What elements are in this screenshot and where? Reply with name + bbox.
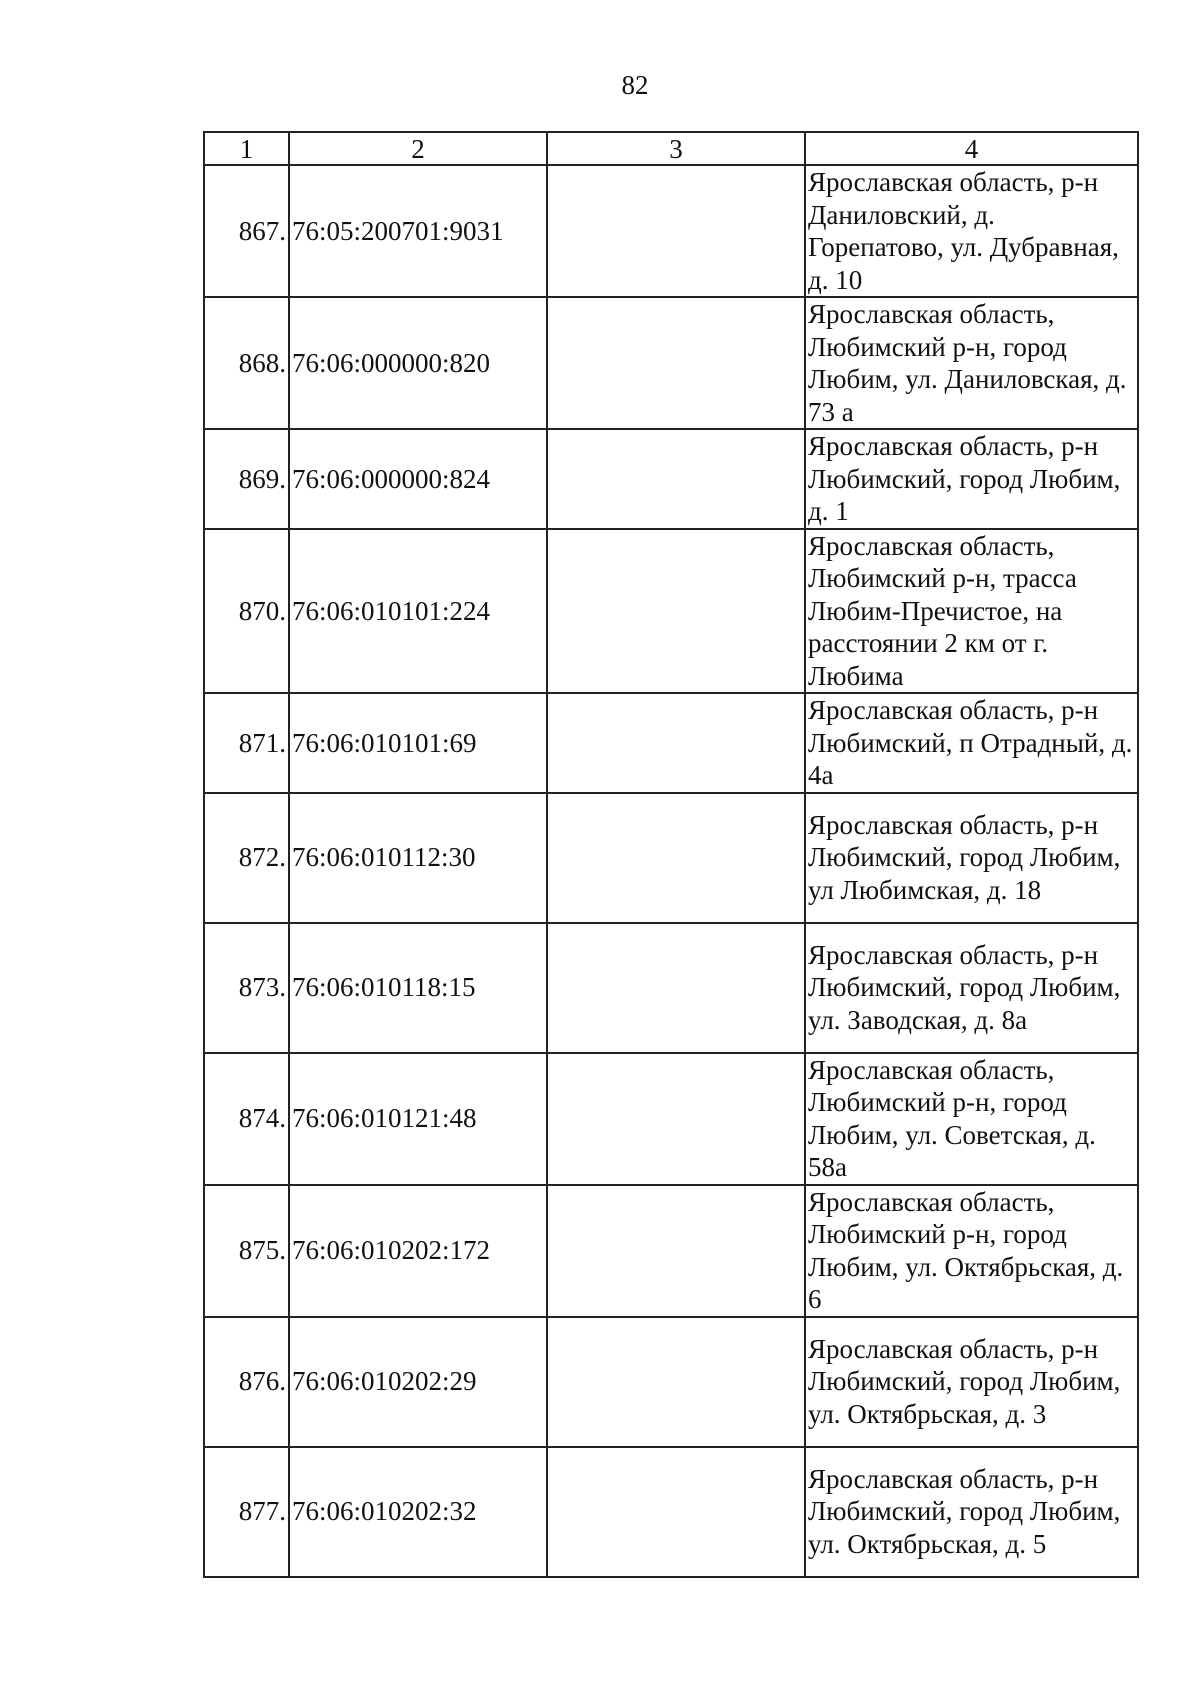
empty-cell [547, 429, 805, 529]
column-header: 1 [204, 132, 289, 165]
table-row [204, 693, 1138, 793]
row-number: 876. [204, 1317, 289, 1447]
column-header: 2 [289, 132, 547, 165]
row-number: 875. [204, 1185, 289, 1317]
address-cell: Ярославская область, р-н Любимский, город Любим, д. 1 [805, 429, 1138, 529]
cadastral-number: 76:06:010101:224 [289, 529, 547, 694]
table-row [204, 297, 1138, 429]
address-cell: Ярославская область, р-н Любимский, город Любим, ул. Заводская, д. 8а [805, 923, 1138, 1053]
address-cell: Ярославская область, р-н Любимский, город Любим, ул. Октябрьская, д. 3 [805, 1317, 1138, 1447]
row-number: 873. [204, 923, 289, 1053]
empty-cell [547, 529, 805, 694]
row-number: 870. [204, 529, 289, 694]
table-row [204, 165, 1138, 297]
table-header-row [204, 132, 1138, 165]
address-cell: Ярославская область, р-н Любимский, город Любим, ул. Октябрьская, д. 5 [805, 1447, 1138, 1577]
table-row [204, 529, 1138, 694]
row-number: 867. [204, 165, 289, 297]
empty-cell [547, 1447, 805, 1577]
registry-table [203, 131, 1139, 1578]
address-cell: Ярославская область, р-н Любимский, город Любим, ул Любимская, д. 18 [805, 793, 1138, 923]
cadastral-number: 76:06:010118:15 [289, 923, 547, 1053]
cadastral-number: 76:06:010202:32 [289, 1447, 547, 1577]
address-cell: Ярославская область, р-н Любимский, п Отрадный, д. 4а [805, 693, 1138, 793]
table-row [204, 1053, 1138, 1185]
empty-cell [547, 1317, 805, 1447]
empty-cell [547, 1185, 805, 1317]
page-number: 82 [621, 70, 649, 100]
empty-cell [547, 693, 805, 793]
row-number: 874. [204, 1053, 289, 1185]
address-cell: Ярославская область, Любимский р-н, город Любим, ул. Даниловская, д. 73 а [805, 297, 1138, 429]
column-header: 4 [805, 132, 1138, 165]
empty-cell [547, 923, 805, 1053]
table-row [204, 1185, 1138, 1317]
table-row [204, 923, 1138, 1053]
table-row [204, 1317, 1138, 1447]
cadastral-number: 76:06:010112:30 [289, 793, 547, 923]
address-cell: Ярославская область, Любимский р-н, город Любим, ул. Советская, д. 58а [805, 1053, 1138, 1185]
table-row [204, 429, 1138, 529]
row-number: 877. [204, 1447, 289, 1577]
empty-cell [547, 1053, 805, 1185]
cadastral-number: 76:05:200701:9031 [289, 165, 547, 297]
cadastral-number: 76:06:010202:172 [289, 1185, 547, 1317]
cadastral-number: 76:06:000000:820 [289, 297, 547, 429]
row-number: 871. [204, 693, 289, 793]
row-number: 868. [204, 297, 289, 429]
address-cell: Ярославская область, Любимский р-н, трасса Любим-Пречистое, на расстоянии 2 км от г. Любима [805, 529, 1138, 694]
cadastral-number: 76:06:010101:69 [289, 693, 547, 793]
row-number: 869. [204, 429, 289, 529]
table-row [204, 793, 1138, 923]
row-number: 872. [204, 793, 289, 923]
empty-cell [547, 793, 805, 923]
empty-cell [547, 165, 805, 297]
empty-cell [547, 297, 805, 429]
table-row [204, 1447, 1138, 1577]
address-cell: Ярославская область, р-н Даниловский, д. Горепатово, ул. Дубравная, д. 10 [805, 165, 1138, 297]
column-header: 3 [547, 132, 805, 165]
cadastral-number: 76:06:010202:29 [289, 1317, 547, 1447]
cadastral-number: 76:06:010121:48 [289, 1053, 547, 1185]
address-cell: Ярославская область, Любимский р-н, город Любим, ул. Октябрьская, д. 6 [805, 1185, 1138, 1317]
cadastral-number: 76:06:000000:824 [289, 429, 547, 529]
